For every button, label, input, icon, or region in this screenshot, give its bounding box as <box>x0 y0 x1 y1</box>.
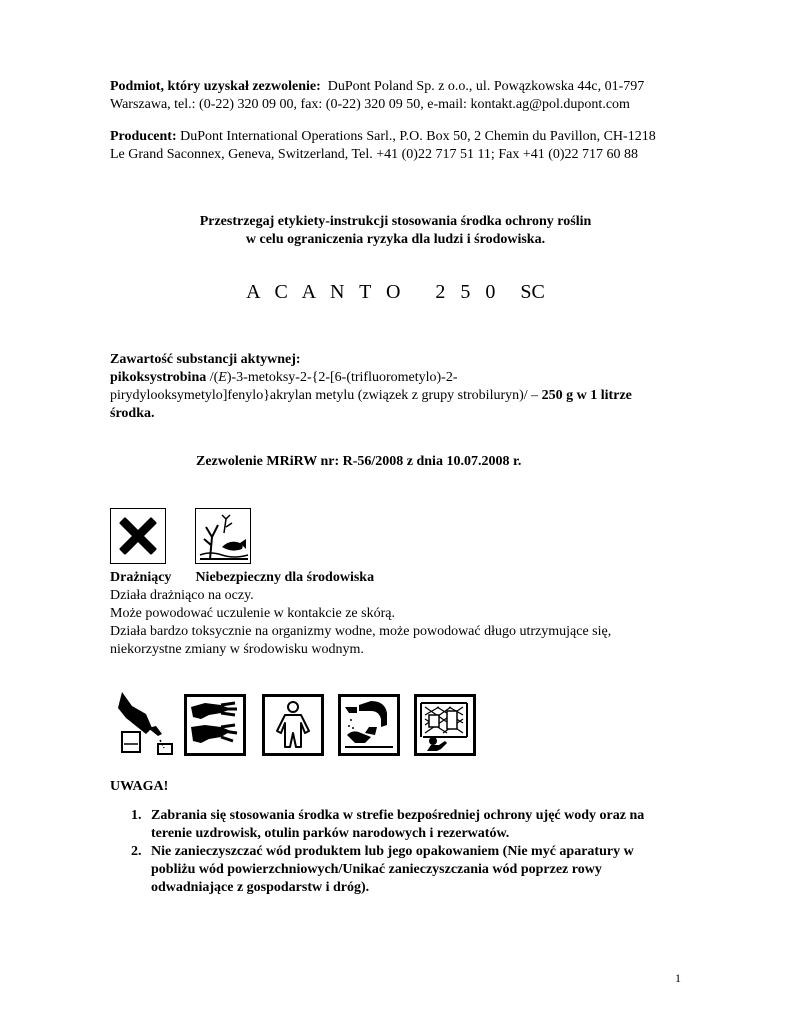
formula-part1: /( <box>206 370 219 385</box>
keep-away-from-children-icon <box>414 694 476 756</box>
hazard-label-irritant: Drażniący <box>110 570 172 585</box>
hazard-statement: Działa bardzo toksycznie na organizmy wodne, może powodować długo utrzymujące się, <box>110 624 612 639</box>
holder-line2: Warszawa, tel.: (0-22) 320 09 00, fax: (0-22) 320 09 50, e-mail: kontakt.ag@pol.dupont.com <box>110 97 630 112</box>
measure-pour-icon <box>112 688 178 758</box>
warning-list <box>131 807 691 897</box>
warning-heading: UWAGA! <box>110 779 169 794</box>
hazard-label-environment: Niebezpieczny dla środowiska <box>195 570 375 585</box>
hazard-statement: niekorzystne zmiany w środowisku wodnym. <box>110 642 364 657</box>
wash-after-use-icon <box>338 694 400 756</box>
formula-part2: )-3-metoksy-2-{2-[6-(trifluorometylo)-2- <box>226 370 458 385</box>
gloves-icon <box>184 694 246 756</box>
label-notice <box>0 213 791 249</box>
item-line: odwadniające z gospodarstw i dróg). <box>151 880 370 895</box>
item-line: terenie uzdrowisk, otulin parków narodowych i rezerwatów. <box>151 826 510 841</box>
amount-line2: środka. <box>110 406 155 421</box>
producer-label: Producent: <box>110 129 177 144</box>
notice-line2: w celu ograniczenia ryzyka dla ludzi i środowiska. <box>245 232 546 247</box>
hazard-statement: Działa drażniąco na oczy. <box>110 588 254 603</box>
producer-line2: Le Grand Saconnex, Geneva, Switzerland, Tel. +41 (0)22 717 51 11; Fax +41 (0)22 717 60 88 <box>110 147 639 162</box>
hazard-statement: Może powodować uczulenie w kontakcie ze skórą. <box>110 606 395 621</box>
item-line: Nie zanieczyszczać wód produktem lub jego opakowaniem (Nie myć aparatury w <box>151 844 634 859</box>
product-name: A C A N T O 2 5 0 <box>246 281 501 303</box>
formula-line2: pirydylooksymetylo]fenylo}akrylan metylu (związek z grupy strobiluryn)/ – <box>110 388 542 403</box>
item-number: 1. <box>131 808 142 823</box>
holder-label: Podmiot, który uzyskał zezwolenie: <box>110 79 321 94</box>
product-suffix: SC <box>520 281 545 303</box>
product-title <box>0 283 791 301</box>
item-number: 2. <box>131 844 142 859</box>
environment-hazard-icon <box>195 508 251 564</box>
protective-suit-icon <box>262 694 324 756</box>
page-number: 1 <box>675 971 681 985</box>
hazard-labels <box>110 569 374 587</box>
item-line: Zabrania się stosowania środka w strefie bezpośredniej ochrony ujęć wody oraz na <box>151 808 645 823</box>
irritant-x-icon <box>110 508 166 564</box>
item-line: pobliżu wód powierzchniowych/Unikać zanieczyszczania wód poprzez rowy <box>151 862 602 877</box>
holder-info <box>110 78 670 114</box>
hazard-statements <box>110 587 690 659</box>
amount: 250 g w 1 litrze <box>541 388 632 403</box>
list-item <box>131 807 691 843</box>
list-item <box>131 843 691 897</box>
active-name: pikoksystrobina <box>110 370 207 385</box>
active-heading: Zawartość substancji aktywnej: <box>110 352 301 367</box>
holder-line1: DuPont Poland Sp. z o.o., ul. Powązkowska 44c, 01-797 <box>327 79 645 94</box>
active-substance <box>110 351 685 423</box>
producer-line1: DuPont International Operations Sarl., P.O. Box 50, 2 Chemin du Pavillon, CH-1218 <box>180 129 656 144</box>
formula-italic: E <box>218 370 227 385</box>
permit-number: Zezwolenie MRiRW nr: R-56/2008 z dnia 10.07.2008 r. <box>196 454 522 469</box>
producer-info <box>110 128 670 164</box>
notice-line1: Przestrzegaj etykiety-instrukcji stosowania środka ochrony roślin <box>199 214 592 229</box>
